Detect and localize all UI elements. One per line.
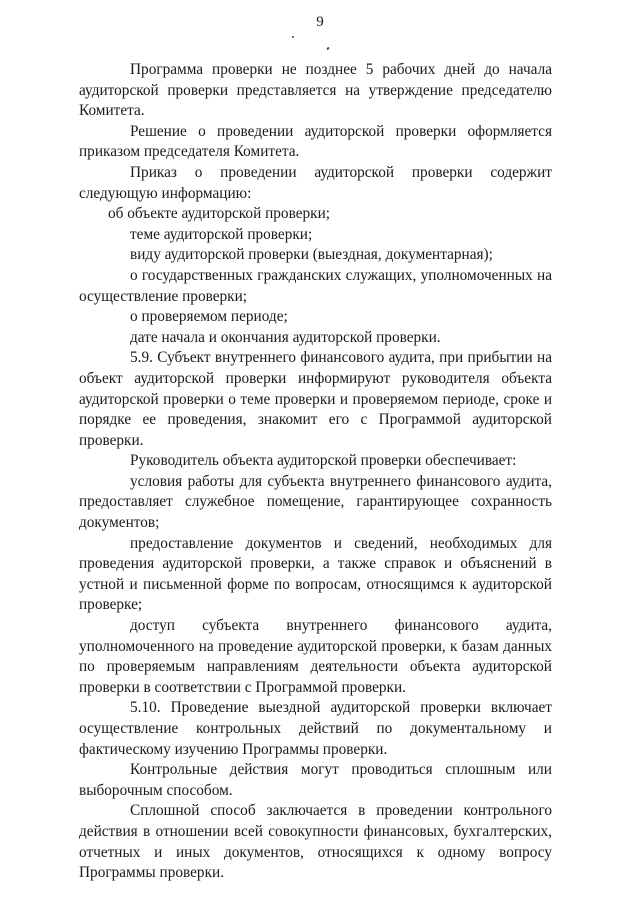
paragraph: Программа проверки не позднее 5 рабочих дней до начала аудиторской проверки представляется на утверждение председателю Комитета. [79,61,552,120]
paragraph: Контрольные действия могут проводиться сплошным или выборочным способом. [79,761,552,799]
paragraph: Сплошной способ заключается в проведении контрольного действия в отношении всей совокупности финансовых, бухгалтерских, отчетных и иных документов, относящихся к одному вопросу Программы проверки. [79,802,552,882]
paragraph: Решение о проведении аудиторской проверки оформляется приказом председателя Комитета. [79,122,552,161]
paragraph: 5.10. Проведение выездной аудиторской проверки включает осуществление контрольных действий по документальному и фактическому изучению Программы проверки. [79,699,552,758]
list-item: условия работы для субъекта внутреннего финансового аудита, предоставляет служебное помещение, гарантирующее сохранность документов; [79,472,552,532]
paragraph: 5.9. Субъект внутреннего финансового аудита, при прибытии на объект аудиторской проверки информируют руководителя объекта аудиторской проверки о теме проверки и проверяемом периоде, сроке и порядке ее проведения, знакомит его с Программой аудиторской проверки. [79,349,552,449]
list-item: предоставление документов и сведений, необходимых для проведения аудиторской проверки, а также справок и объяснений в устной и письменной форме по вопросам, относящимся к аудиторской проверке; [79,534,552,614]
list-item: об объекте аудиторской проверки; [108,205,331,223]
list-item: виду аудиторской проверки (выездная, документарная); [130,246,493,264]
list-item: о проверяемом периоде; [130,308,288,326]
list-item: о государственных гражданских служащих, уполномоченных на осуществление проверки; [79,266,552,305]
paragraph: Руководитель объекта аудиторской проверки обеспечивает: [130,452,517,470]
scan-mark [292,36,294,38]
paragraph: Приказ о проведении аудиторской проверки содержит следующую информацию: [79,163,552,202]
list-item: доступ субъекта внутреннего финансового аудита, уполномоченного на проведение аудиторской проверки, к базам данных по проверяемым направлениям деятельности объекта аудиторской проверки в соответствии с Программой проверки. [79,617,552,696]
list-item: дате начала и окончания аудиторской проверки. [130,328,441,346]
list-item: теме аудиторской проверки; [130,225,313,243]
document-body [79,60,552,884]
page-number: 9 [316,14,324,30]
scan-mark [326,47,329,51]
